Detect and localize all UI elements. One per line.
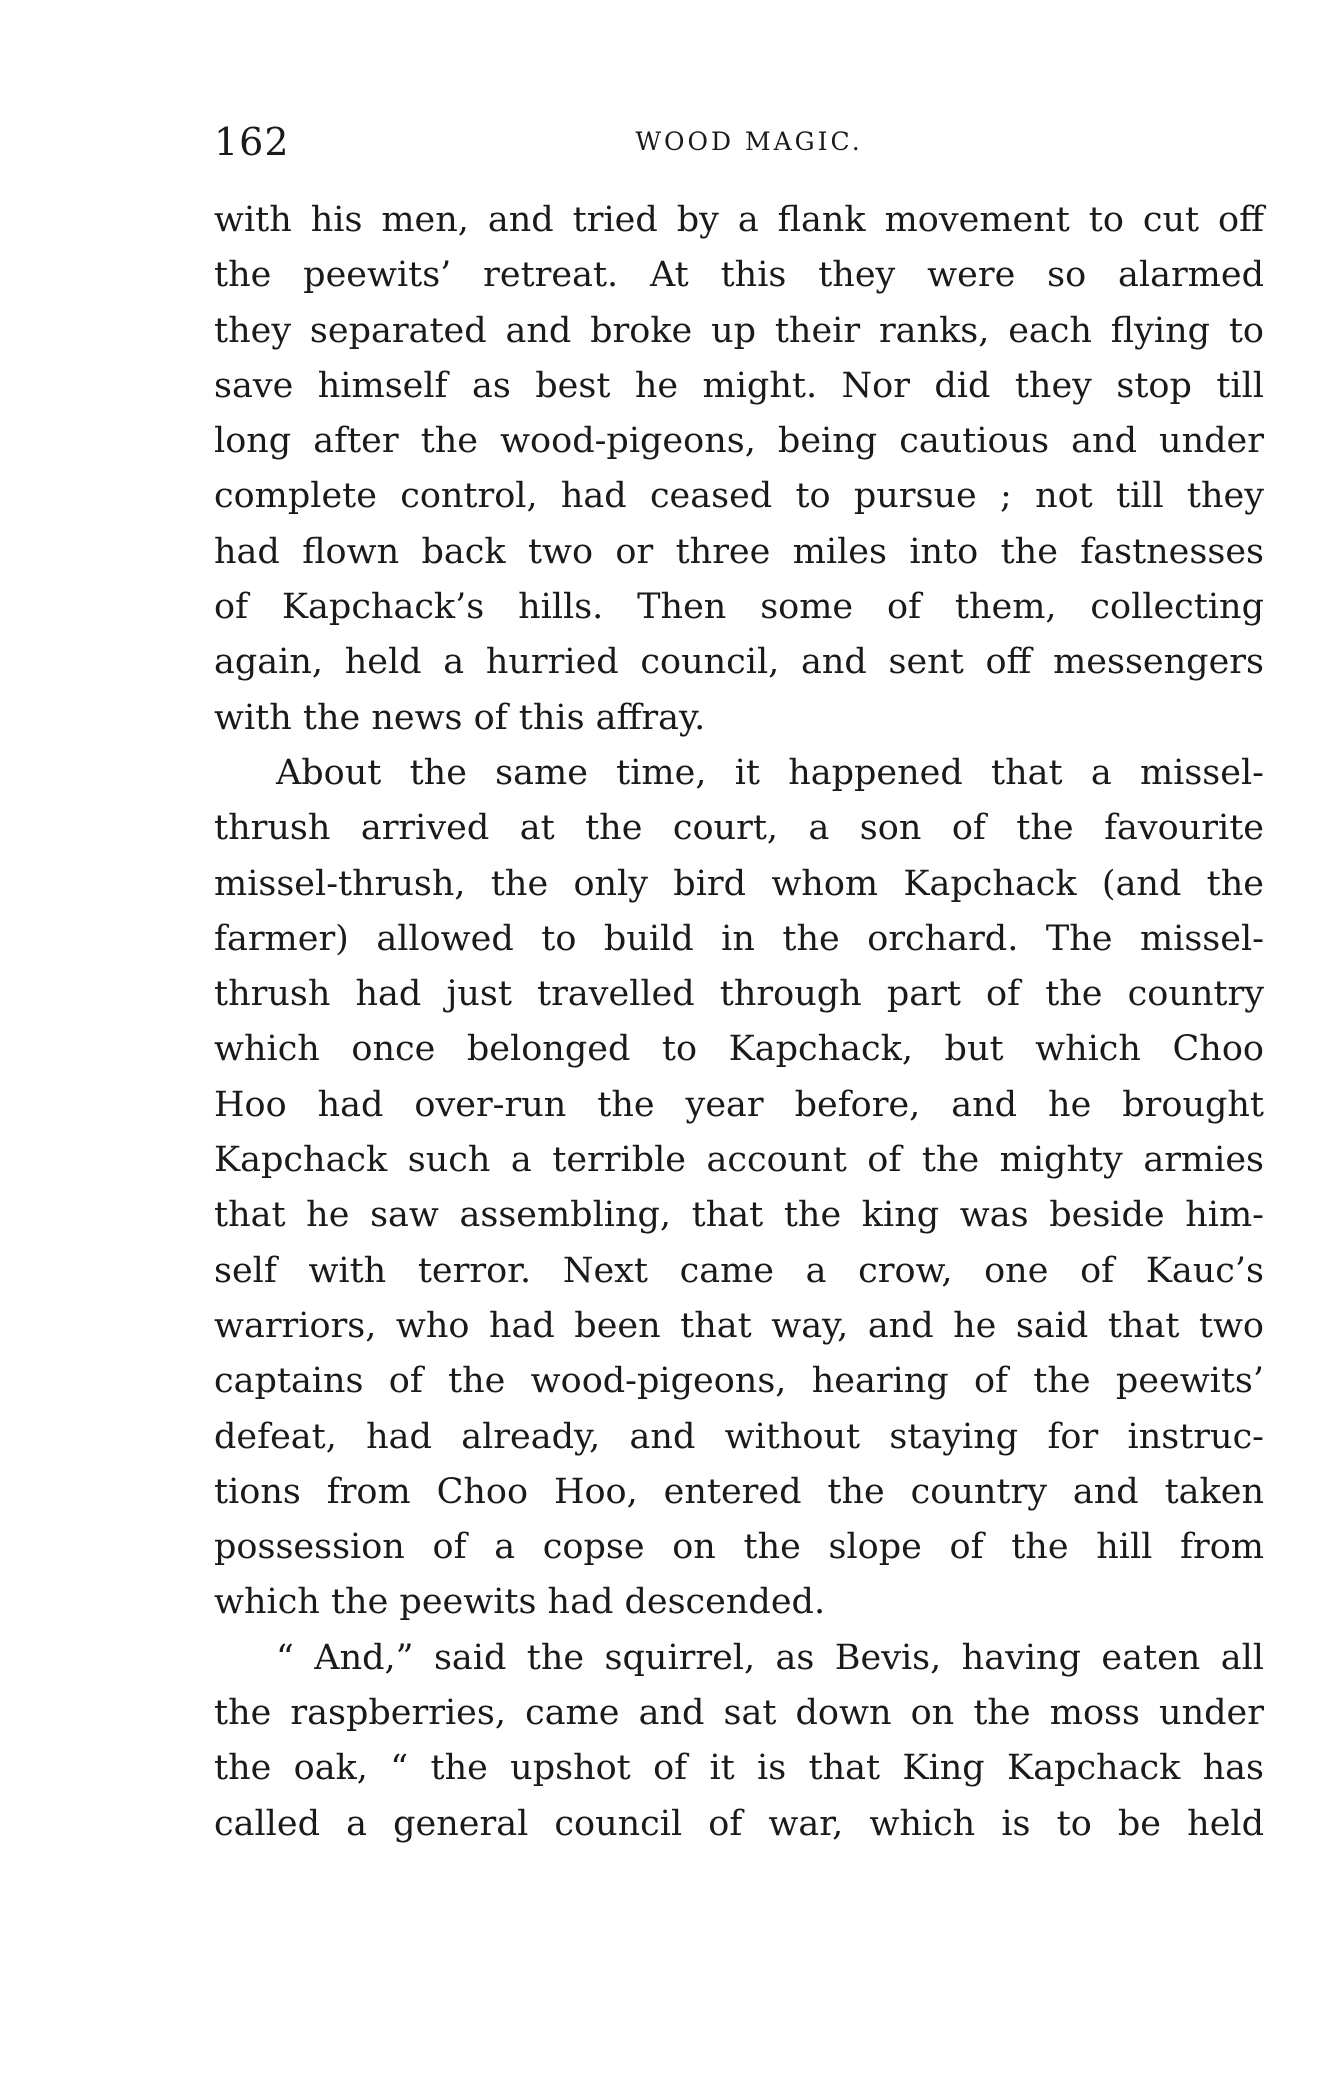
paragraph-2: [214, 746, 1264, 1631]
text-line: farmer) allowed to build in the orchard. The missel-: [214, 918, 1264, 959]
text-line: again, held a hurried council, and sent off messengers: [214, 642, 1264, 683]
text-line: called a general council of war, which is to be held: [214, 1803, 1264, 1844]
text-line: that he saw assembling, that the king was beside him-: [214, 1195, 1264, 1236]
text-line: which the peewits had descended.: [214, 1582, 826, 1623]
paragraph-1: [214, 193, 1264, 746]
text-line: the raspberries, came and sat down on the moss under: [214, 1693, 1264, 1734]
text-line: the oak, “ the upshot of it is that King Kapchack has: [214, 1748, 1264, 1789]
text-line: save himself as best he might. Nor did they stop till: [214, 365, 1264, 406]
text-line: Hoo had over-run the year before, and he brought: [214, 1084, 1264, 1125]
text-line: with the news of this affray.: [214, 697, 706, 738]
text-line: captains of the wood-pigeons, hearing of the peewits’: [214, 1361, 1264, 1402]
text-line: thrush had just travelled through part of the country: [214, 974, 1264, 1015]
text-line: self with terror. Next came a crow, one of Kauc’s: [214, 1250, 1264, 1291]
page-number: 162: [214, 120, 290, 164]
text-line: with his men, and tried by a flank movement to cut off: [214, 200, 1264, 240]
text-line: About the same time, it happened that a missel-: [276, 752, 1264, 793]
text-line: possession of a copse on the slope of the hill from: [214, 1527, 1264, 1568]
text-line: tions from Choo Hoo, entered the country and taken: [214, 1471, 1264, 1512]
text-line: had flown back two or three miles into the fastnesses: [214, 531, 1264, 572]
text-line: missel-thrush, the only bird whom Kapchack (and the: [214, 863, 1264, 904]
running-title: WOOD MAGIC.: [635, 127, 863, 156]
page-header: [214, 112, 1264, 172]
text-line: the peewits’ retreat. At this they were so alarmed: [214, 255, 1264, 296]
text-line: they separated and broke up their ranks, each flying to: [214, 310, 1264, 351]
text-line: Kapchack such a terrible account of the mighty armies: [214, 1140, 1264, 1181]
paragraph-3: [214, 1631, 1264, 1852]
text-line: complete control, had ceased to pursue ; not till they: [214, 476, 1264, 517]
text-line: which once belonged to Kapchack, but which Choo: [214, 1029, 1264, 1070]
text-line: “ And,” said the squirrel, as Bevis, having eaten all: [276, 1637, 1264, 1678]
text-line: of Kapchack’s hills. Then some of them, collecting: [214, 587, 1264, 628]
text-line: thrush arrived at the court, a son of the favourite: [214, 808, 1264, 849]
text-line: defeat, had already, and without staying for instruc-: [214, 1416, 1264, 1457]
text-line: warriors, who had been that way, and he said that two: [214, 1305, 1264, 1346]
text-line: long after the wood-pigeons, being cautious and under: [214, 421, 1264, 462]
body-text: [214, 193, 1264, 1852]
